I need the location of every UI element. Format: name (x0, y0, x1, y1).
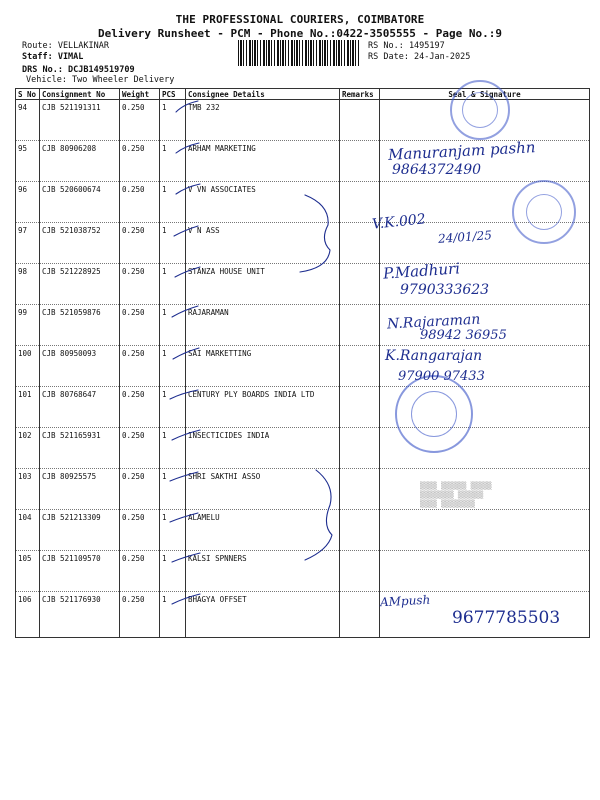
cell-pcs: 1 (160, 387, 186, 428)
cell-pcs: 1 (160, 100, 186, 141)
seal-stamp (512, 180, 576, 244)
cell-consignee: ARHAM MARKETING (186, 141, 340, 182)
cell-weight: 0.250 (120, 141, 160, 182)
cell-consignment: CJB 521228925 (40, 264, 120, 305)
cell-pcs: 1 (160, 469, 186, 510)
cell-remarks (340, 428, 380, 469)
cell-sno: 104 (16, 510, 40, 551)
runsheet-table (15, 88, 590, 638)
century-ply-stamp (395, 375, 473, 453)
cell-weight: 0.250 (120, 592, 160, 638)
cell-weight: 0.250 (120, 551, 160, 592)
drs-number: DRS No.: DCJB149519709 (22, 65, 135, 75)
signature-row-100: K.Rangarajan (385, 348, 483, 364)
table-row (16, 387, 590, 428)
cell-weight: 0.250 (120, 100, 160, 141)
cell-consignment: CJB 521038752 (40, 223, 120, 264)
cell-consignment: CJB 521165931 (40, 428, 120, 469)
table-row (16, 428, 590, 469)
cell-sno: 95 (16, 141, 40, 182)
cell-sno: 97 (16, 223, 40, 264)
cell-remarks (340, 387, 380, 428)
cell-sno: 103 (16, 469, 40, 510)
header-remarks: Remarks (340, 89, 380, 100)
rs-number: RS No.: 1495197 (368, 41, 445, 51)
cell-remarks (340, 264, 380, 305)
cell-pcs: 1 (160, 346, 186, 387)
cell-consignment: CJB 521191311 (40, 100, 120, 141)
table-row (16, 346, 590, 387)
cell-consignment: CJB 80950093 (40, 346, 120, 387)
cell-consignment: CJB 80768647 (40, 387, 120, 428)
cell-remarks (340, 551, 380, 592)
rs-date: RS Date: 24-Jan-2025 (368, 52, 471, 62)
cell-pcs: 1 (160, 305, 186, 346)
header-weight: Weight (120, 89, 160, 100)
seal-stamp (450, 80, 510, 140)
cell-remarks (340, 305, 380, 346)
cell-sno: 105 (16, 551, 40, 592)
cell-remarks (340, 346, 380, 387)
cell-weight: 0.250 (120, 387, 160, 428)
cell-signature (380, 551, 590, 592)
cell-pcs: 1 (160, 428, 186, 469)
header-sno: S No (16, 89, 40, 100)
cell-consignee: TMB 232 (186, 100, 340, 141)
cell-consignee: SAI MARKETTING (186, 346, 340, 387)
cell-weight: 0.250 (120, 223, 160, 264)
table-row (16, 551, 590, 592)
cell-weight: 0.250 (120, 264, 160, 305)
cell-remarks (340, 100, 380, 141)
staff-label: Staff: VIMAL (22, 52, 84, 62)
table-row (16, 182, 590, 223)
cell-sno: 101 (16, 387, 40, 428)
cell-consignee: BHAGYA OFFSET (186, 592, 340, 638)
cell-consignee: RAJARAMAN (186, 305, 340, 346)
cell-consignee: CENTURY PLY BOARDS INDIA LTD (186, 387, 340, 428)
cell-pcs: 1 (160, 141, 186, 182)
cell-consignee: KALSI SPNNERS (186, 551, 340, 592)
phone-row-100: 97900 97433 (398, 369, 485, 384)
signature-row-97: V.K.002 (371, 211, 427, 233)
phone-row-95: 9864372490 (392, 162, 482, 178)
signature-row-106: AMpush (379, 592, 431, 610)
cell-pcs: 1 (160, 592, 186, 638)
cell-weight: 0.250 (120, 305, 160, 346)
cell-remarks (340, 141, 380, 182)
cell-pcs: 1 (160, 264, 186, 305)
cell-consignee: ALAMELU (186, 510, 340, 551)
date-row-97: 24/01/25 (437, 228, 493, 246)
cell-signature (380, 510, 590, 551)
cell-consignment: CJB 521109570 (40, 551, 120, 592)
barcode (238, 40, 360, 66)
cell-consignee: V N ASS (186, 223, 340, 264)
table-row (16, 264, 590, 305)
table-row (16, 510, 590, 551)
cell-remarks (340, 469, 380, 510)
cell-consignment: CJB 521213309 (40, 510, 120, 551)
phone-row-99: 98942 36955 (420, 328, 507, 343)
cell-sno: 100 (16, 346, 40, 387)
cell-consignment: CJB 80906208 (40, 141, 120, 182)
cell-consignee: SHRI SAKTHI ASSO (186, 469, 340, 510)
signature-row-98: P.Madhuri (382, 259, 461, 283)
cell-pcs: 1 (160, 551, 186, 592)
cell-pcs: 1 (160, 223, 186, 264)
cell-sno: 98 (16, 264, 40, 305)
cell-weight: 0.250 (120, 428, 160, 469)
cell-remarks (340, 510, 380, 551)
phone-row-98: 9790333623 (400, 282, 490, 298)
cell-consignee: V VN ASSOCIATES (186, 182, 340, 223)
cell-pcs: 1 (160, 182, 186, 223)
cell-weight: 0.250 (120, 510, 160, 551)
signature-row-99: N.Rajaraman (386, 311, 481, 333)
company-title: THE PROFESSIONAL COURIERS, COIMBATORE (175, 13, 425, 26)
vehicle-label: Vehicle: Two Wheeler Delivery (26, 75, 175, 85)
route-label: Route: VELLAKINAR (22, 41, 109, 51)
header-consignment: Consignment No (40, 89, 120, 100)
cell-sno: 106 (16, 592, 40, 638)
header-seal-signature: Seal & Signature (380, 89, 590, 100)
cell-weight: 0.250 (120, 346, 160, 387)
table-row (16, 223, 590, 264)
cell-consignee: INSECTICIDES INDIA (186, 428, 340, 469)
cell-weight: 0.250 (120, 469, 160, 510)
header-pcs: PCS (160, 89, 186, 100)
cell-consignee: STANZA HOUSE UNIT (186, 264, 340, 305)
header-consignee: Consignee Details (186, 89, 340, 100)
cell-sno: 94 (16, 100, 40, 141)
cell-weight: 0.250 (120, 182, 160, 223)
cell-consignment: CJB 520600674 (40, 182, 120, 223)
cell-consignment: CJB 521176930 (40, 592, 120, 638)
cell-remarks (340, 592, 380, 638)
faded-rubber-stamp: ▒▒▒▒ ▒▒▒▒▒▒ ▒▒▒▒▒ ▒▒▒▒▒▒▒▒ ▒▒▒▒▒▒ ▒▒▒▒ ▒▒▒▒▒▒▒▒ (420, 482, 492, 508)
signature-row-95: Manuranjam pashn (387, 138, 536, 164)
cell-sno: 99 (16, 305, 40, 346)
phone-row-106: 9677785503 (452, 608, 561, 628)
cell-pcs: 1 (160, 510, 186, 551)
cell-sno: 102 (16, 428, 40, 469)
cell-consignment: CJB 521059876 (40, 305, 120, 346)
runsheet-subtitle: Delivery Runsheet - PCM - Phone No.:0422-3505555 - Page No.:9 (98, 27, 502, 40)
cell-consignment: CJB 80925575 (40, 469, 120, 510)
cell-sno: 96 (16, 182, 40, 223)
